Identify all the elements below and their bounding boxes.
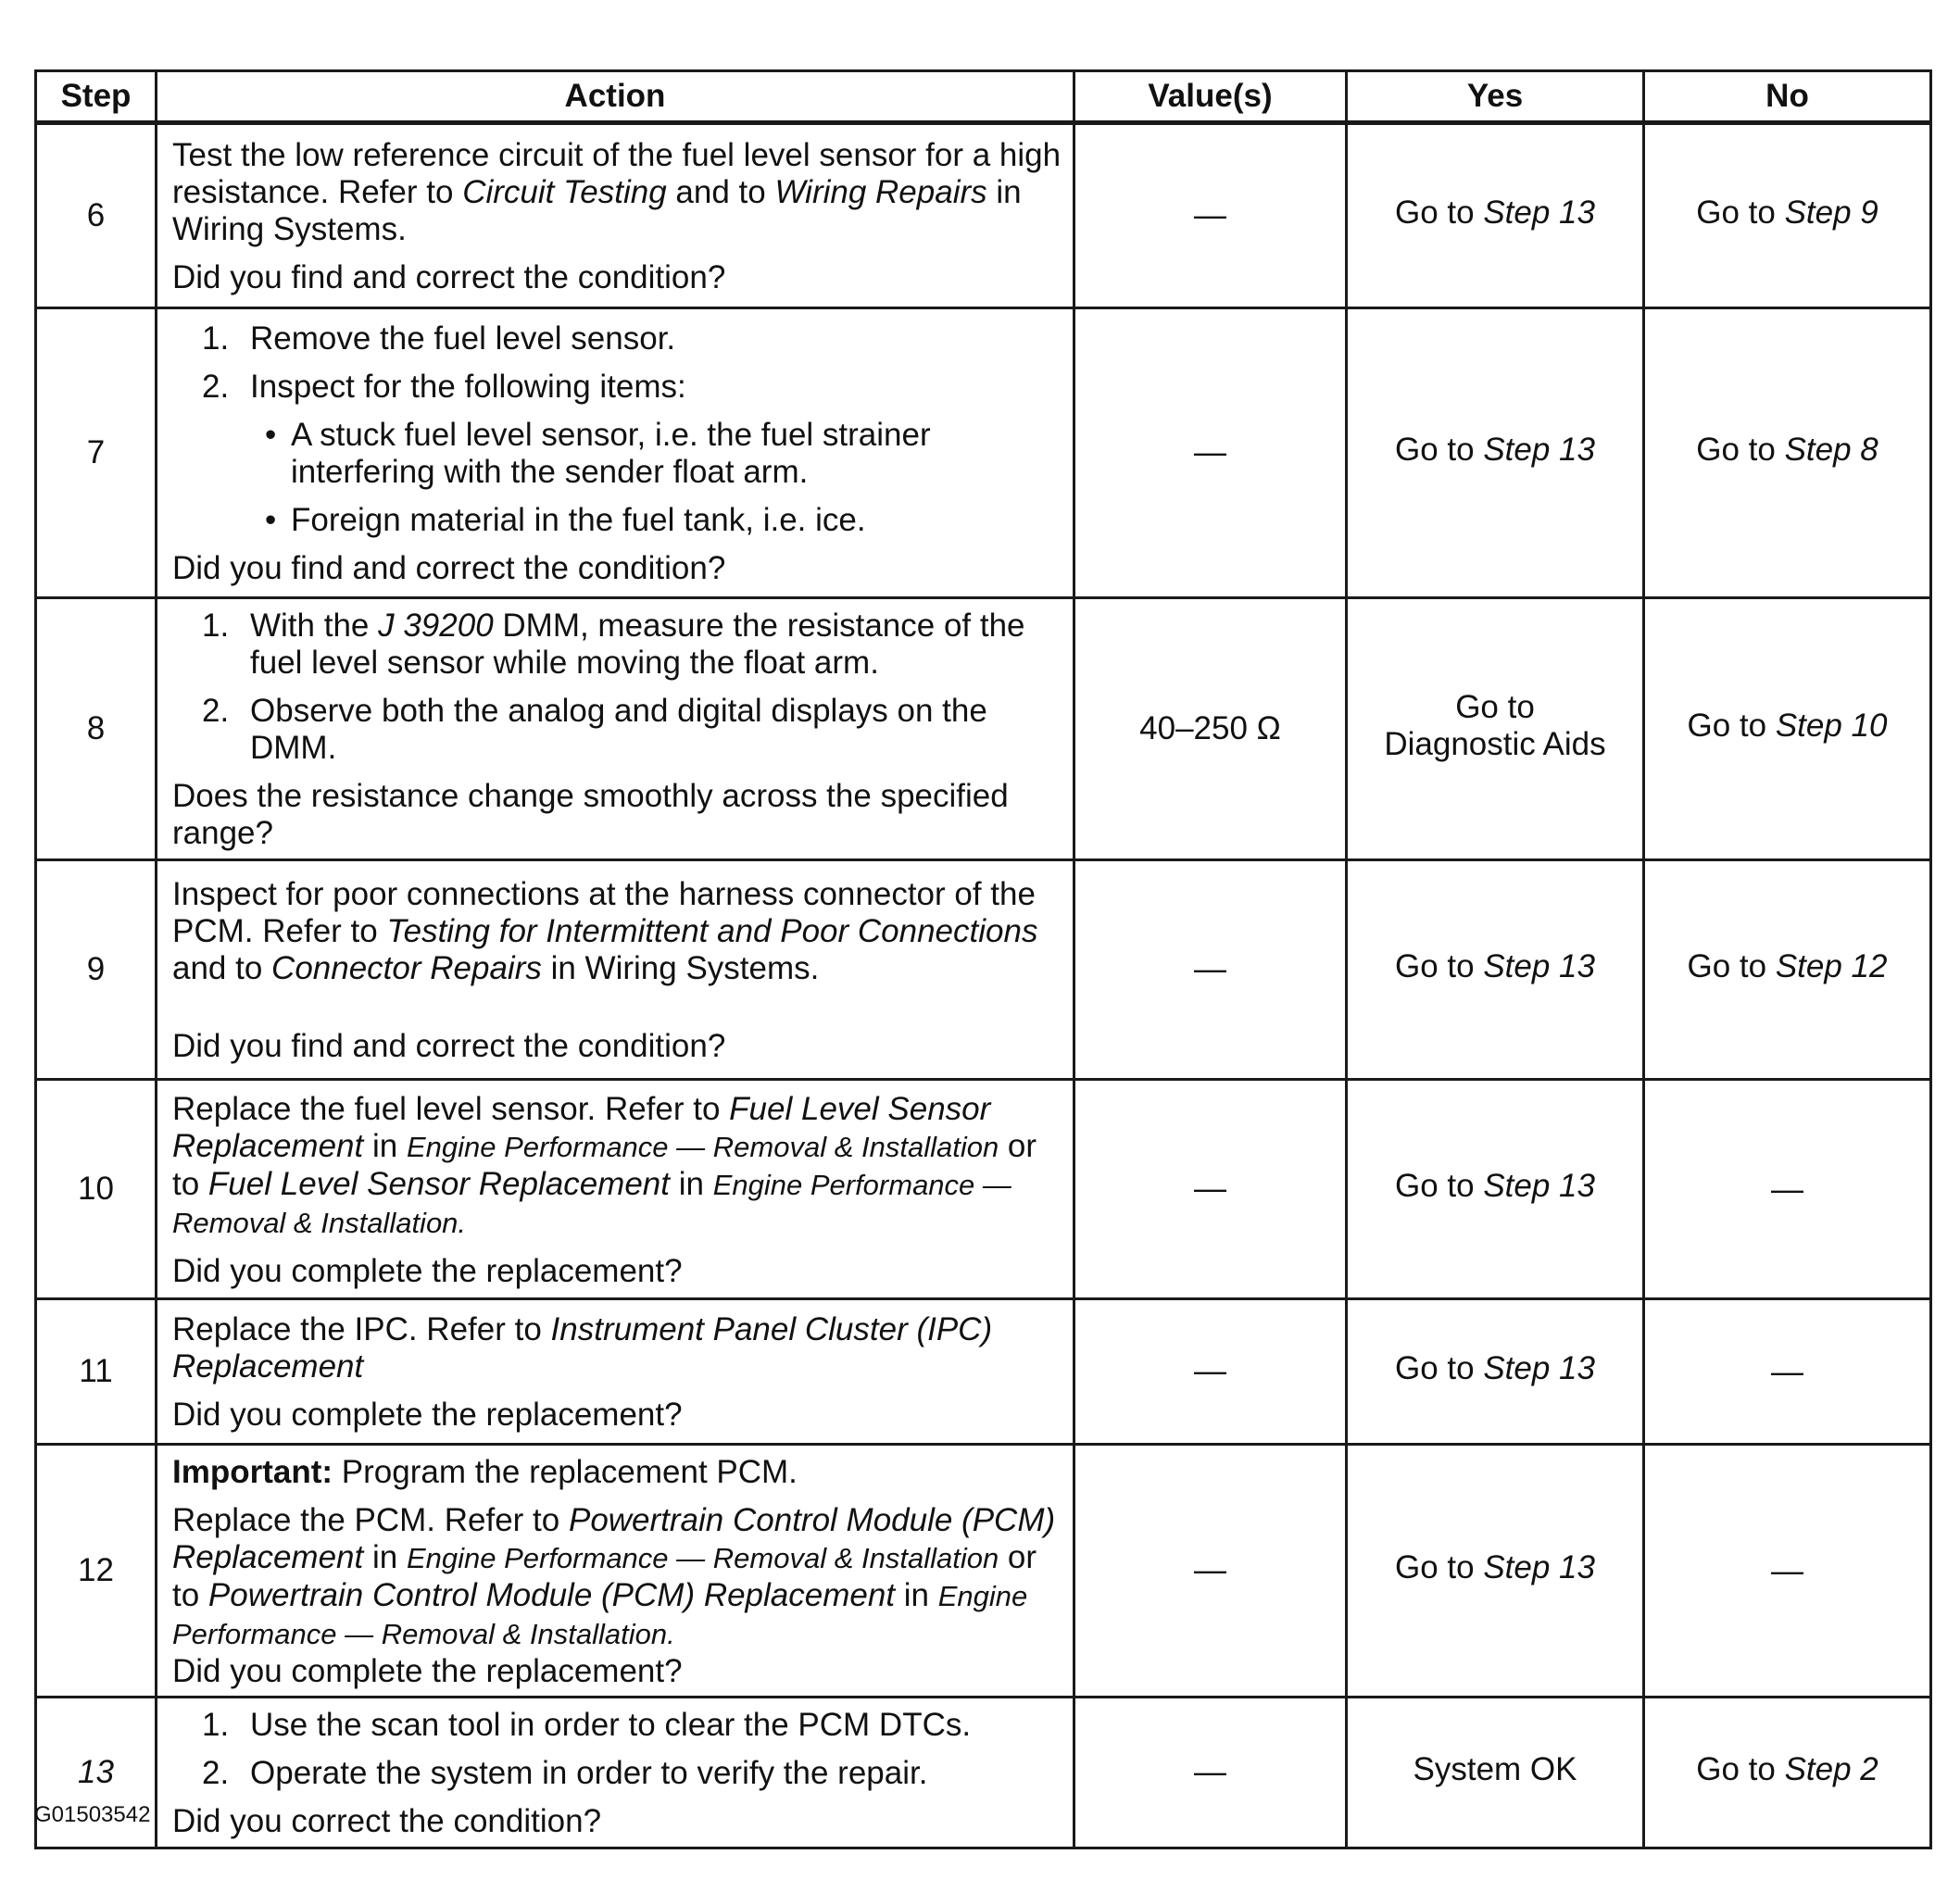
action-question: Did you complete the replacement? [172, 1652, 683, 1689]
no-text: Go to [1696, 194, 1785, 231]
action-cell [157, 1299, 1074, 1445]
yes-step-ref: Step 13 [1483, 194, 1595, 231]
no-step-ref: Step 2 [1784, 1750, 1878, 1787]
numbered-list [172, 320, 1062, 406]
no-text: Go to [1696, 1750, 1785, 1787]
figure-code: G01503542 [34, 1802, 151, 1827]
action-text-part: in [363, 1538, 407, 1575]
step-number: 9 [36, 860, 157, 1080]
action-text-part: and to [666, 174, 775, 210]
table-row [36, 1698, 1931, 1848]
no-text: Go to [1696, 431, 1785, 468]
no-step-ref: Step 10 [1775, 707, 1888, 744]
yes-text: Go to [1395, 947, 1484, 984]
yes-cell: System OK [1347, 1698, 1644, 1848]
no-step-ref: Step 9 [1784, 194, 1878, 231]
list-number: 2. [202, 369, 230, 405]
section-reference: Engine Performance — Removal & Installation. [172, 1168, 1011, 1239]
list-item [202, 608, 1062, 682]
action-cell [157, 308, 1074, 598]
tool-reference: J 39200 [378, 608, 494, 644]
action-text-part: in [669, 1165, 713, 1202]
action-text-part: in [363, 1127, 407, 1164]
reference-link: Wiring Repairs [774, 174, 987, 210]
important-label: Important: [172, 1453, 333, 1490]
list-item [202, 1707, 1062, 1744]
yes-text: Go to [1395, 1167, 1484, 1204]
list-item-text: Inspect for the following items: [250, 369, 686, 405]
action-text-part: in [895, 1576, 938, 1613]
action-text [172, 1091, 1062, 1242]
bullet-item [265, 417, 1062, 491]
yes-text: Go to [1395, 1548, 1484, 1585]
list-item-text-part: With the [250, 608, 379, 644]
no-cell: — [1644, 1445, 1931, 1698]
reference-link: Fuel Level Sensor Replacement [207, 1165, 670, 1202]
header-step: Step [36, 71, 157, 123]
action-text [172, 1502, 1062, 1653]
action-text-part: Replace the IPC. Refer to [172, 1311, 551, 1347]
yes-cell [1347, 1299, 1644, 1445]
action-text [172, 137, 1062, 248]
table-header-row [36, 71, 1931, 123]
no-step-ref: Step 8 [1784, 431, 1878, 468]
action-question: Did you complete the replacement? [172, 1397, 683, 1433]
no-text: Go to [1687, 947, 1776, 984]
value-cell: — [1074, 308, 1347, 598]
value-cell: — [1074, 1080, 1347, 1299]
important-note [172, 1454, 1062, 1491]
numbered-list [172, 608, 1062, 767]
action-question: Did you find and correct the condition? [172, 550, 726, 586]
yes-cell [1347, 123, 1644, 308]
no-cell [1644, 598, 1931, 860]
action-text [172, 876, 1062, 987]
table-row [36, 598, 1931, 860]
yes-cell [1347, 1445, 1644, 1698]
list-item-text-part: DMM, measure the resistance of the fuel level sensor while moving the float arm. [250, 608, 1025, 681]
bullet-text: Foreign material in the fuel tank, i.e. ice. [291, 502, 866, 538]
list-number: 1. [202, 1707, 230, 1743]
action-question: Did you find and correct the condition? [172, 1028, 726, 1064]
no-cell: — [1644, 1080, 1931, 1299]
value-cell: — [1074, 860, 1347, 1080]
action-text-part: Inspect for poor connections at the harness connector of the PCM. Refer to [172, 876, 1036, 949]
list-number: 2. [202, 1755, 230, 1791]
value-cell: — [1074, 1445, 1347, 1698]
value-cell: — [1074, 123, 1347, 308]
yes-text: Go to [1395, 1349, 1484, 1386]
reference-link: Connector Repairs [271, 950, 542, 986]
action-text [172, 1311, 1062, 1385]
action-text-part: or to [172, 1538, 1037, 1613]
action-text-part: and to [172, 950, 272, 986]
step-number: 7 [36, 308, 157, 598]
yes-step-ref: Step 13 [1483, 947, 1595, 984]
yes-text: Go to [1395, 431, 1484, 468]
yes-text: Go to [1455, 688, 1535, 725]
list-number: 1. [202, 320, 230, 357]
action-cell [157, 860, 1074, 1080]
bullet-list [172, 417, 1062, 539]
list-item [202, 1755, 1062, 1792]
yes-cell [1347, 1080, 1644, 1299]
header-action: Action [157, 71, 1074, 123]
action-text-part: Replace the PCM. Refer to [172, 1501, 569, 1538]
header-values: Value(s) [1074, 71, 1347, 123]
step-number: 11 [36, 1299, 157, 1445]
step-number: 8 [36, 598, 157, 860]
action-question: Did you complete the replacement? [172, 1252, 683, 1289]
diagnostic-steps-table [34, 69, 1932, 1849]
action-question: Does the resistance change smoothly across the specified range? [172, 778, 1009, 851]
header-yes: Yes [1347, 71, 1644, 123]
section-reference: Engine Performance — Removal & Installation [406, 1541, 999, 1574]
yes-step-ref: Step 13 [1483, 1349, 1595, 1386]
action-question: Did you find and correct the condition? [172, 259, 726, 295]
action-cell [157, 1445, 1074, 1698]
yes-step-ref: Step 13 [1483, 431, 1595, 468]
value-cell: — [1074, 1299, 1347, 1445]
no-cell [1644, 123, 1931, 308]
action-cell [157, 1080, 1074, 1299]
no-cell [1644, 1698, 1931, 1848]
list-item-text: Use the scan tool in order to clear the PCM DTCs. [250, 1707, 972, 1743]
table-row [36, 1299, 1931, 1445]
reference-link: Fuel Level Sensor Replacement [172, 1090, 991, 1164]
list-item-text: Observe both the analog and digital displays on the DMM. [250, 693, 987, 766]
reference-link: Testing for Intermittent and Poor Connections [386, 913, 1038, 949]
table-row [36, 1445, 1931, 1698]
section-reference: Engine Performance — Removal & Installation [406, 1130, 999, 1163]
step-number: 12 [36, 1445, 157, 1698]
action-text-part: or to [172, 1127, 1037, 1202]
list-item-text: Remove the fuel level sensor. [250, 320, 676, 357]
no-text: Go to [1687, 707, 1776, 744]
list-item [202, 693, 1062, 767]
reference-link: Powertrain Control Module (PCM) Replacement [207, 1576, 896, 1613]
table-row [36, 308, 1931, 598]
reference-link: Powertrain Control Module (PCM) Replacement [172, 1501, 1056, 1575]
list-item-text [250, 608, 1062, 682]
step-number: 10 [36, 1080, 157, 1299]
bullet-icon: • [265, 417, 277, 453]
header-no: No [1644, 71, 1931, 123]
no-cell [1644, 860, 1931, 1080]
action-text-part: in Wiring Systems. [541, 950, 820, 986]
table-row [36, 1080, 1931, 1299]
no-cell: — [1644, 1299, 1931, 1445]
action-text-part: in Wiring Systems. [172, 174, 1022, 247]
table-row [36, 860, 1931, 1080]
bullet-text: A stuck fuel level sensor, i.e. the fuel strainer interfering with the sender float arm. [291, 417, 931, 490]
yes-reference: Diagnostic Aids [1384, 725, 1606, 762]
action-text-part: Test the low reference circuit of the fuel level sensor for a high resistance. Refer to [172, 137, 1062, 210]
action-text-part: Replace the fuel level sensor. Refer to [172, 1090, 730, 1127]
yes-cell [1347, 308, 1644, 598]
yes-text: Go to [1395, 194, 1484, 231]
step-number: 13 [36, 1698, 157, 1848]
reference-link: Instrument Panel Cluster (IPC) Replacement [172, 1311, 993, 1385]
list-number: 1. [202, 608, 230, 644]
no-step-ref: Step 12 [1775, 947, 1888, 984]
value-cell: — [1074, 1698, 1347, 1848]
action-cell [157, 123, 1074, 308]
value-cell: 40–250 Ω [1074, 598, 1347, 860]
important-text: Program the replacement PCM. [333, 1453, 798, 1490]
bullet-icon: • [265, 502, 277, 538]
yes-cell [1347, 598, 1644, 860]
table-row [36, 123, 1931, 308]
reference-link: Circuit Testing [462, 174, 667, 210]
action-cell [157, 598, 1074, 860]
action-question: Did you correct the condition? [172, 1803, 602, 1839]
yes-cell [1347, 860, 1644, 1080]
list-item [202, 369, 1062, 406]
list-number: 2. [202, 693, 230, 729]
list-item-text: Operate the system in order to verify the repair. [250, 1755, 928, 1791]
yes-step-ref: Step 13 [1483, 1167, 1595, 1204]
action-cell [157, 1698, 1074, 1848]
step-number: 6 [36, 123, 157, 308]
bullet-item [265, 502, 1062, 539]
no-cell [1644, 308, 1931, 598]
list-item [202, 320, 1062, 357]
yes-step-ref: Step 13 [1483, 1548, 1595, 1585]
section-reference: Engine Performance — Removal & Installation. [172, 1579, 1028, 1650]
numbered-list [172, 1707, 1062, 1792]
